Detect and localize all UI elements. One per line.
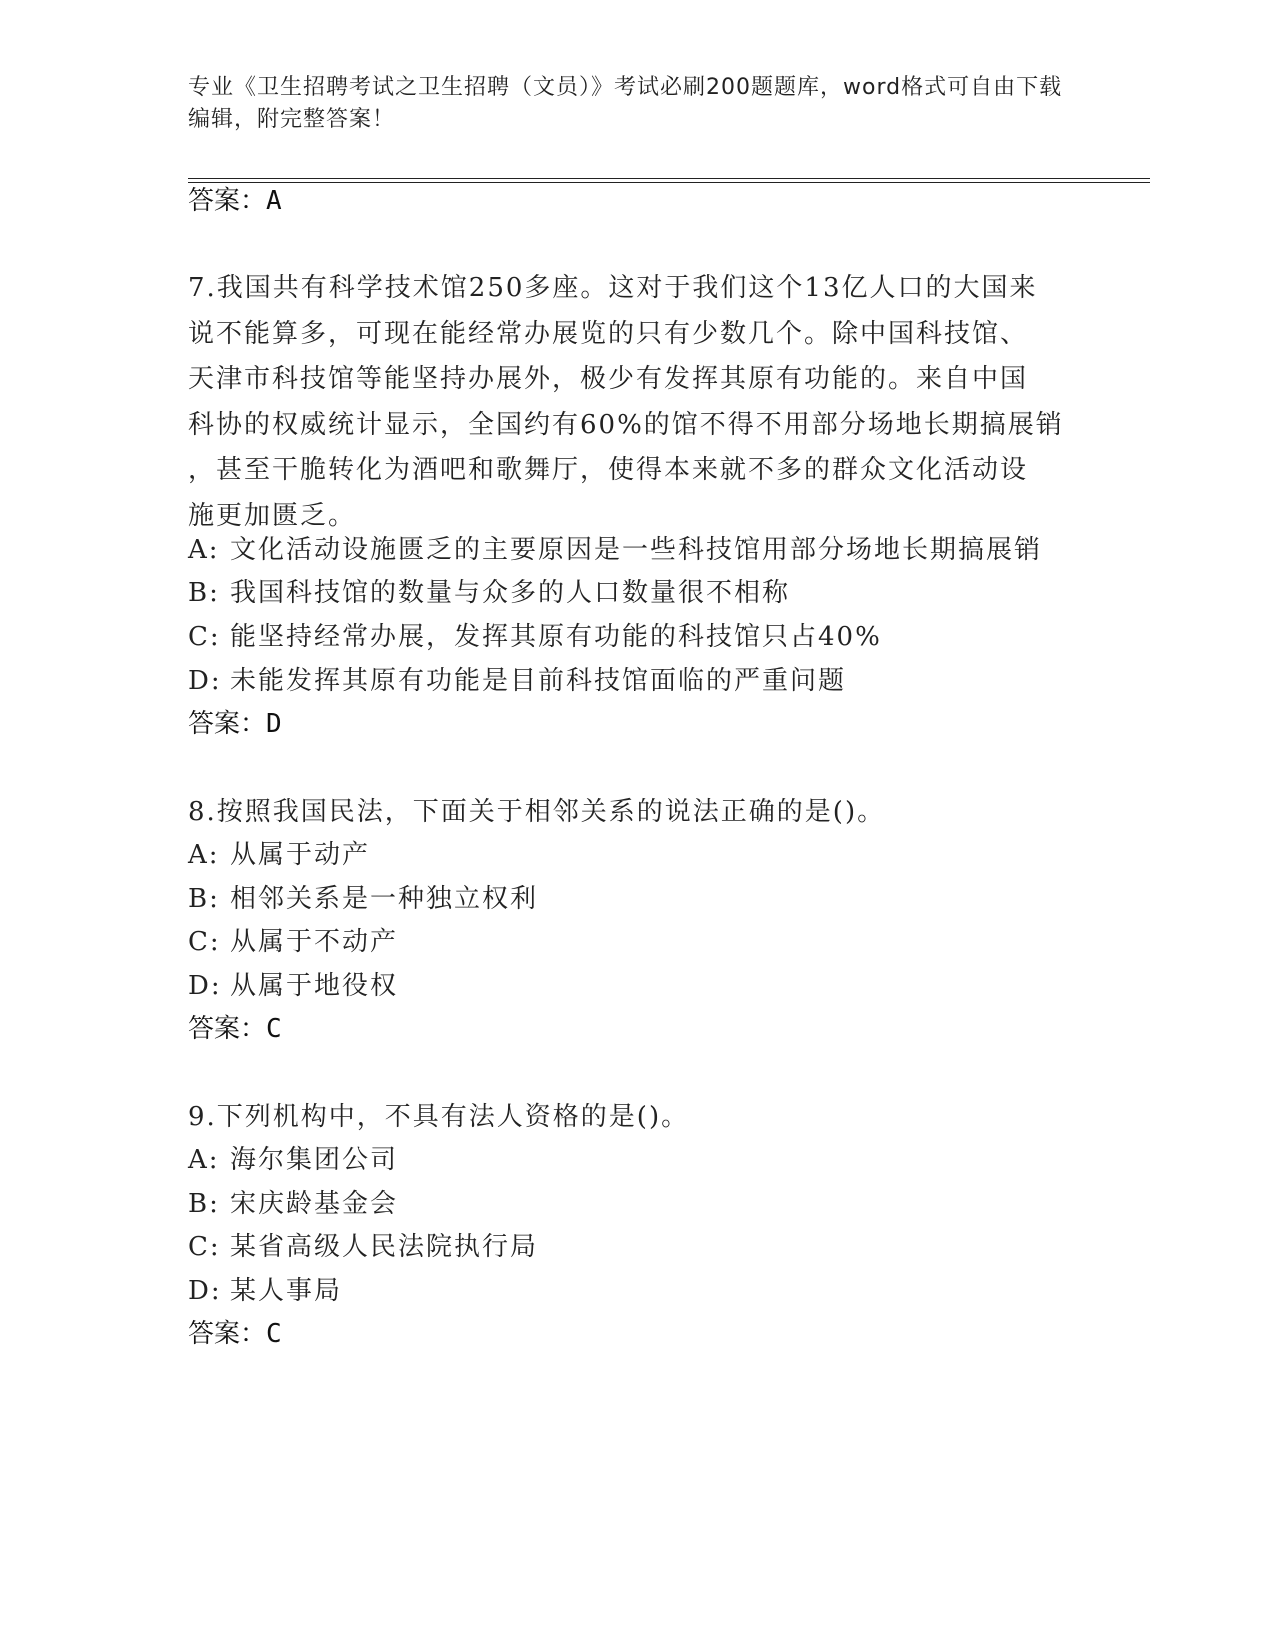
option-text: 宋庆龄基金会: [230, 1189, 399, 1219]
answer-label: 答案：: [188, 1014, 267, 1044]
answer-line: [188, 1317, 282, 1351]
answer-value: C: [266, 1014, 282, 1044]
question-stem: [188, 266, 1088, 539]
option-a: [188, 1143, 398, 1177]
answer-label: 答案：: [188, 186, 267, 216]
option-key: A:: [188, 1145, 220, 1175]
option-key: B:: [188, 884, 220, 914]
option-text: 某人事局: [230, 1276, 343, 1306]
option-d: [188, 969, 398, 1003]
option-text: 从属于动产: [230, 840, 371, 870]
answer-line: [188, 184, 282, 218]
option-text: 未能发挥其原有功能是目前科技馆面临的严重问题: [230, 666, 847, 696]
option-text: 能坚持经常办展，发挥其原有功能的科技馆只占40%: [230, 622, 882, 652]
option-key: C:: [188, 1232, 221, 1262]
stem-line: 天津市科技馆等能坚持办展外，极少有发挥其原有功能的。来自中国: [188, 364, 1029, 394]
answer-line: [188, 1012, 282, 1046]
option-key: A:: [188, 840, 220, 870]
stem-line: 科协的权威统计显示，全国约有60%的馆不得不用部分场地长期搞展销: [188, 409, 1064, 440]
answer-value: A: [266, 186, 282, 216]
option-key: B:: [188, 578, 220, 608]
answer-value: C: [266, 1319, 282, 1349]
answer-label: 答案：: [188, 709, 267, 739]
option-d: [188, 664, 846, 698]
question-stem: 9.下列机构中，不具有法人资格的是()。: [188, 1102, 690, 1132]
option-key: A:: [188, 535, 220, 565]
answer-value: D: [266, 709, 282, 739]
stem-line: 施更加匮乏。: [188, 500, 357, 531]
option-key: C:: [188, 927, 221, 957]
header-double-rule: [188, 178, 1150, 183]
stem-line: 7.我国共有科学技术馆250多座。这对于我们这个13亿人口的大国来: [188, 273, 1038, 303]
answer-line: [188, 707, 282, 741]
stem-line: ，甚至干脆转化为酒吧和歌舞厅，使得本来就不多的群众文化活动设: [188, 455, 1029, 485]
option-key: D:: [188, 1276, 222, 1306]
option-text: 相邻关系是一种独立权利: [230, 884, 539, 914]
option-d: [188, 1274, 342, 1308]
option-text: 海尔集团公司: [230, 1145, 399, 1175]
option-c: [188, 925, 398, 959]
option-key: C:: [188, 622, 221, 652]
option-b: [188, 1187, 398, 1221]
option-c: [188, 620, 882, 654]
option-b: [188, 882, 538, 916]
option-text: 我国科技馆的数量与众多的人口数量很不相称: [230, 578, 791, 608]
option-key: D:: [188, 971, 222, 1001]
answer-label: 答案：: [188, 1319, 267, 1349]
option-key: B:: [188, 1189, 220, 1219]
option-text: 文化活动设施匮乏的主要原因是一些科技馆用部分场地长期搞展销: [230, 535, 1043, 565]
option-b: [188, 576, 790, 610]
question-stem: 8.按照我国民法，下面关于相邻关系的说法正确的是()。: [188, 797, 886, 827]
option-key: D:: [188, 666, 222, 696]
document-header: 专业《卫生招聘考试之卫生招聘（文员）》考试必刷200题题库，word格式可自由下载编辑，附完整答案！: [188, 75, 1063, 132]
option-text: 从属于不动产: [230, 927, 399, 957]
option-text: 从属于地役权: [230, 971, 399, 1001]
option-a: [188, 533, 1042, 567]
option-a: [188, 838, 370, 872]
option-c: [188, 1230, 538, 1264]
stem-line: 说不能算多，可现在能经常办展览的只有少数几个。除中国科技馆、: [188, 318, 1029, 349]
option-text: 某省高级人民法院执行局: [230, 1232, 539, 1262]
